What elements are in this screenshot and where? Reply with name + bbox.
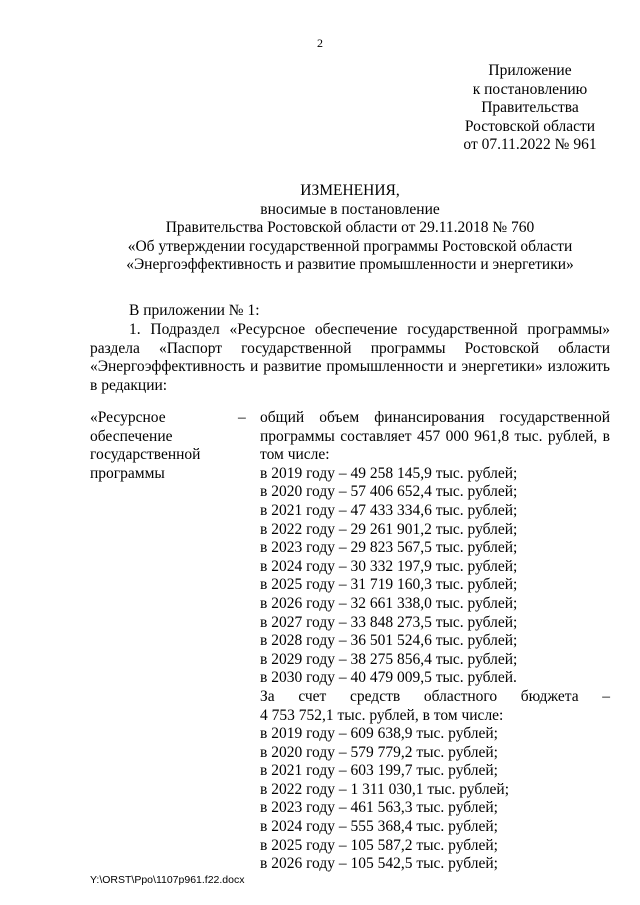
appendix-line: Ростовской области — [464, 117, 596, 135]
year-line: в 2022 году – 1 311 030,1 тыс. рублей; — [260, 780, 510, 798]
year-line: в 2020 году – 57 406 652,4 тыс. рублей; — [260, 483, 518, 501]
years-regional-list — [260, 725, 610, 874]
total-funding-text: общий объем финансирования государственной программы составляет 457 000 961,8 тыс. рублей, в том числе: — [260, 409, 610, 464]
appendix-header — [440, 62, 620, 155]
appendix-line: Приложение — [488, 62, 572, 79]
years-total-list — [260, 465, 610, 688]
year-line: в 2021 году – 603 199,7 тыс. рублей; — [260, 762, 498, 780]
title-line: Правительства Ростовской области от 29.11.2018 № 760 — [165, 219, 535, 237]
title-line: «Энергоэффективность и развитие промышленности и энергетики» — [126, 256, 574, 274]
document-title — [90, 182, 610, 275]
table-left-label: «Ресурсное обеспечение государственной программы — [90, 409, 201, 482]
title-heading: ИЗМЕНЕНИЯ, — [300, 182, 400, 199]
appendix-line: к постановлению — [472, 80, 588, 98]
title-line: «Об утверждении государственной программы Ростовской области — [127, 237, 573, 255]
year-line: в 2022 году – 29 261 901,2 тыс. рублей; — [260, 520, 518, 538]
year-line: в 2020 году – 579 779,2 тыс. рублей; — [260, 743, 498, 761]
year-line: в 2026 году – 32 661 338,0 тыс. рублей; — [260, 594, 518, 612]
page-number: 2 — [317, 36, 323, 50]
regional-budget-line-1: За счет средств областного бюджета – — [260, 687, 610, 705]
year-line: в 2019 году – 49 258 145,9 тыс. рублей; — [260, 464, 518, 482]
year-line: в 2021 году – 47 433 334,6 тыс. рублей; — [260, 501, 518, 519]
year-line: в 2029 году – 38 275 856,4 тыс. рублей; — [260, 650, 518, 668]
year-line: в 2026 году – 105 542,5 тыс. рублей; — [260, 855, 498, 873]
item-1-paragraph: 1. Подраздел «Ресурсное обеспечение государственной программы» раздела «Паспорт государственной программы Ростовской области «Энергоэффективность и развитие промышленности и энергетики» изложить в редакции: — [90, 321, 610, 394]
file-path-footer: Y:\ORST\Ppo\1107p961.f22.docx — [90, 874, 245, 886]
table-dash: – — [238, 409, 246, 426]
year-line: в 2025 году – 31 719 160,3 тыс. рублей; — [260, 576, 518, 594]
year-line: в 2028 году – 36 501 524,6 тыс. рублей; — [260, 632, 518, 650]
year-line: в 2024 году – 555 368,4 тыс. рублей; — [260, 818, 498, 836]
regional-budget-line-2: 4 753 752,1 тыс. рублей, в том числе: — [260, 706, 504, 724]
appendix-line: Правительства — [481, 99, 579, 117]
year-line: в 2023 году – 461 563,3 тыс. рублей; — [260, 799, 498, 817]
year-line: в 2027 году – 33 848 273,5 тыс. рублей; — [260, 613, 518, 631]
appendix-line: от 07.11.2022 № 961 — [463, 136, 597, 154]
intro-paragraph: В приложении № 1: — [129, 302, 260, 319]
funding-details — [260, 409, 610, 874]
year-line: в 2023 году – 29 823 567,5 тыс. рублей; — [260, 539, 518, 557]
year-line: в 2030 году – 40 479 009,5 тыс. рублей. — [260, 669, 517, 687]
year-line: в 2025 году – 105 587,2 тыс. рублей; — [260, 836, 498, 854]
title-line: вносимые в постановление — [260, 200, 440, 218]
year-line: в 2019 году – 609 638,9 тыс. рублей; — [260, 725, 498, 743]
year-line: в 2024 году – 30 332 197,9 тыс. рублей; — [260, 557, 518, 575]
